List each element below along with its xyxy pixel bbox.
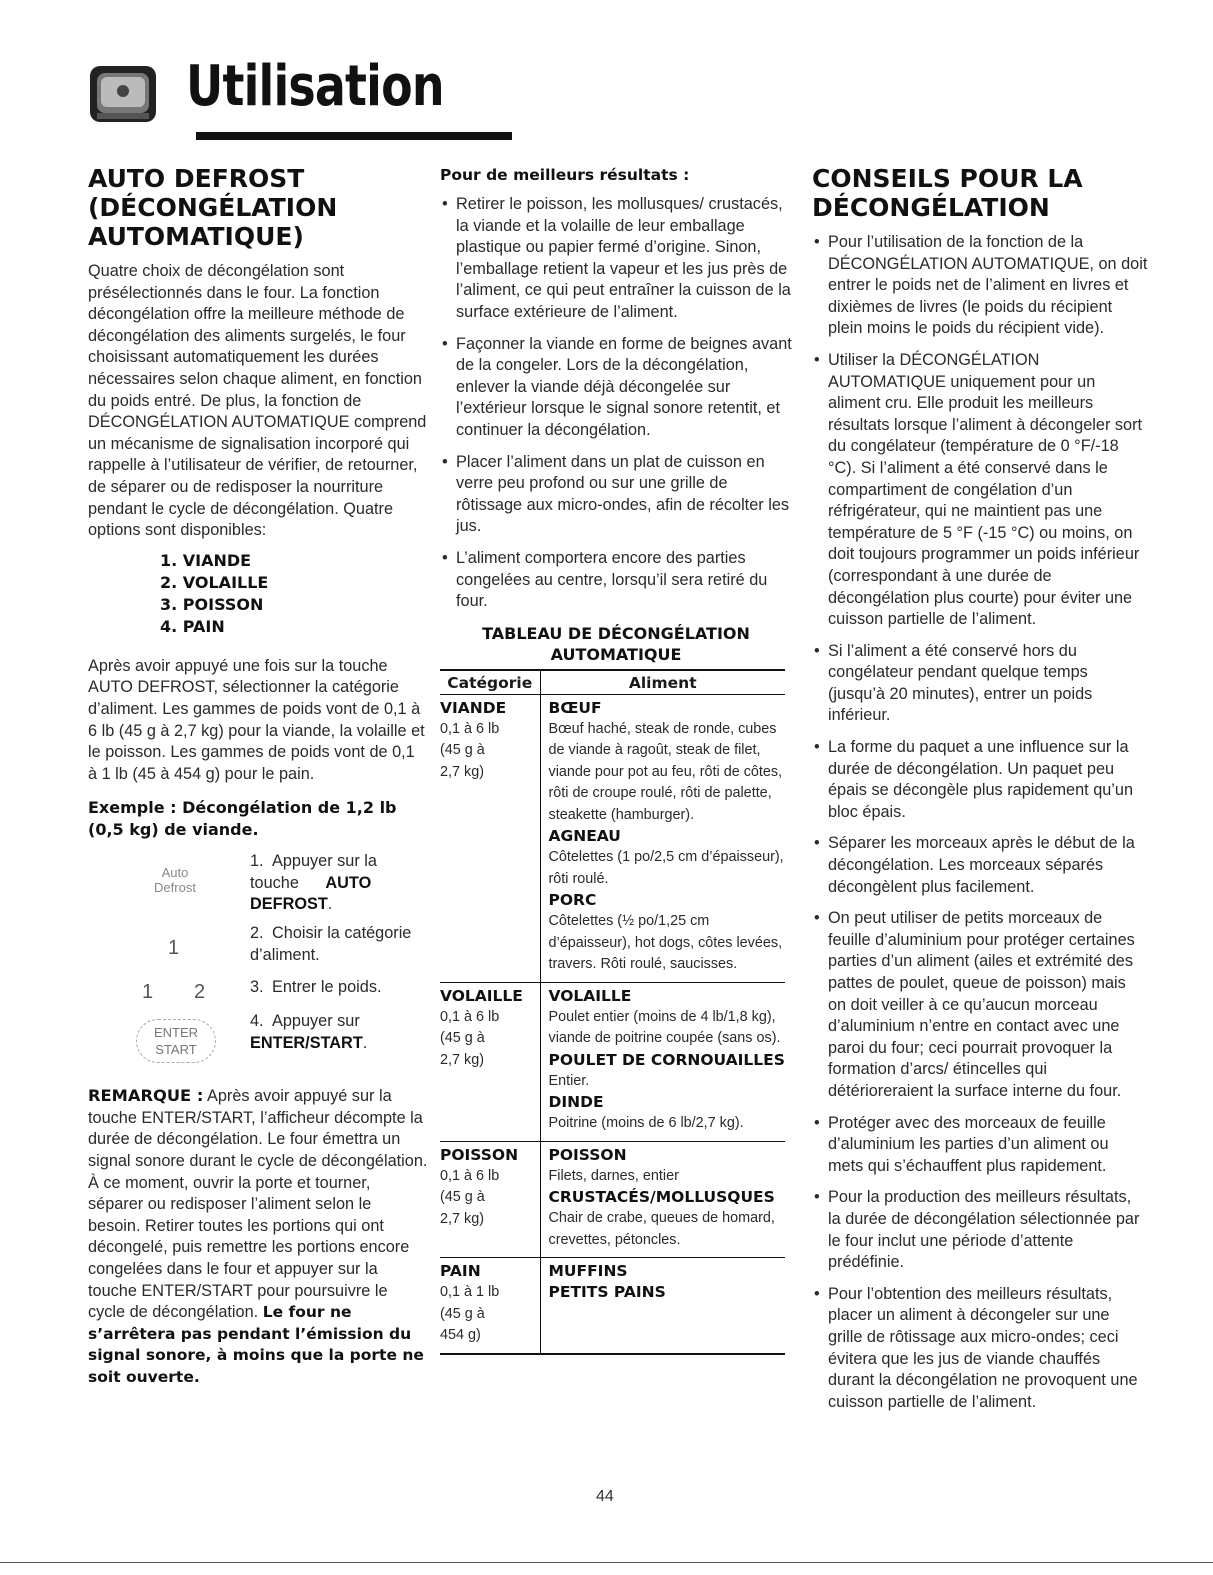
food-cell	[540, 694, 785, 982]
food-group-heading: MUFFINS	[548, 1262, 628, 1281]
weight-range: 0,1 à 6 lb	[440, 1008, 500, 1025]
example-title: Exemple : Décongélation de 1,2 lb (0,5 kg) de viande.	[88, 798, 397, 840]
section-heading-tips: CONSEILS POUR LA DÉCONGÉLATION	[812, 164, 1083, 222]
weight-range: (45 g à	[440, 1305, 485, 1322]
digit-key-1b: 1	[142, 981, 154, 1004]
step-4: 4. Appuyer sur ENTER/START.	[250, 1012, 368, 1052]
best-results-heading: Pour de meilleurs résultats :	[440, 166, 690, 184]
list-item: • Retirer le poisson, les mollusques/ crustacés, la viande et la volaille de leur emballage plastique ou papier fermé d’origine. Sinon, l’emballage retient la vapeur et les jus près de l’aliment, ce qui peut entraîner la cuisson de la surface extérieure de l’aliment.	[440, 194, 792, 324]
table-row	[440, 982, 785, 1141]
weight-range: (45 g à	[440, 742, 485, 759]
category-cell	[440, 982, 540, 1141]
category-cell	[440, 1141, 540, 1258]
weight-range: 0,1 à 6 lb	[440, 720, 500, 737]
category-name: VOLAILLE	[440, 986, 523, 1005]
column-best-results	[440, 164, 792, 1355]
food-group-items: Entier.	[548, 1072, 590, 1089]
food-cell	[540, 1141, 785, 1258]
list-item: • Pour la production des meilleurs résultats, la durée de décongélation sélectionnée par le four inclut une période d’attente prédéfinie.	[812, 1187, 1148, 1273]
defrost-table	[440, 669, 785, 1355]
intro-paragraph: Quatre choix de décongélation sont présélectionnés dans le four. La fonction décongélation offre la meilleure méthode de décongélation des aliments surgelés, le four choisissant automatiquement les durées nécessaires selon chaque aliment, en fonction du poids entré. De plus, la fonction de DÉCONGÉLATION AUTOMATIQUE comprend un mécanisme de signalisation incorporé qui rappelle à l’utilisateur de vérifier, de retourner, de séparer ou de redisposer la nourriture pendant le cycle de décongélation. Quatre options sont disponibles:	[88, 262, 427, 540]
list-item: • Placer l’aliment dans un plat de cuisson en verre peu profond ou sur une grille de rôtissage aux micro-ondes, afin de récolter les jus.	[440, 452, 792, 538]
category-cell	[440, 694, 540, 982]
step-3: 3. Entrer le poids.	[250, 978, 382, 997]
food-group-items: Poitrine (moins de 6 lb/2,7 kg).	[548, 1115, 744, 1132]
step-1: 1. Appuyer sur la touche AUTO DEFROST.	[250, 852, 377, 914]
category-name: POISSON	[440, 1145, 519, 1164]
weight-range: 2,7 kg)	[440, 1210, 484, 1227]
food-group-items: Bœuf haché, steak de ronde, cubes de viande à ragoût, steak de filet, viande pour pot au feu, rôti de côtes, rôti de croupe roulé, rôti de palette, steakette (hamburger).	[548, 720, 783, 823]
weight-range: 454 g)	[440, 1327, 481, 1344]
option-item: 2. VOLAILLE	[160, 572, 269, 592]
column-defrost-tips	[812, 164, 1148, 1423]
category-name: VIANDE	[440, 698, 507, 717]
enter-start-key: ENTER START	[136, 1019, 216, 1063]
options-list	[160, 550, 428, 638]
list-item: • On peut utiliser de petits morceaux de feuille d’aluminium pour protéger certaines parties d’un aliment (ailes et extrémité des pattes de poulet, queue de poisson) mais on doit veiller à ce qu’aucun morceau d’aluminium n’entre en contact avec une paroi du four; ceci pourrait provoquer la formation d’arcs/ étincelles qui détérioreraient la surface interne du four.	[812, 908, 1148, 1102]
food-group-heading: POISSON	[548, 1145, 627, 1164]
weight-range: (45 g à	[440, 1189, 485, 1206]
food-group-heading: VOLAILLE	[548, 986, 632, 1005]
category-name: PAIN	[440, 1262, 481, 1281]
list-item: • Protéger avec des morceaux de feuille d’aluminium les parties d’un aliment ou mets qui s’échauffent plus rapidement.	[812, 1113, 1148, 1178]
option-item: 3. POISSON	[160, 594, 264, 614]
food-group-items: Filets, darnes, entier	[548, 1167, 679, 1184]
remark-warning: Le four ne s’arrêtera pas pendant l’émission du signal sonore, à moins que la porte ne soit ouverte.	[88, 1303, 424, 1386]
best-results-list	[440, 194, 792, 613]
section-heading-auto-defrost: AUTO DEFROST (DÉCONGÉLATION AUTOMATIQUE)	[88, 164, 338, 251]
category-cell	[440, 1258, 540, 1354]
list-item: • La forme du paquet a une influence sur la durée de décongélation. Un paquet peu épais se décongèle plus rapidement qu’un bloc épais.	[812, 737, 1148, 823]
digit-key-2: 2	[194, 981, 206, 1004]
page-header	[88, 52, 444, 142]
table-row	[440, 694, 785, 982]
digit-key-1: 1	[168, 937, 180, 960]
food-group-items: Chair de crabe, queues de homard, crevettes, pétoncles.	[548, 1210, 775, 1248]
tips-list	[812, 232, 1148, 1413]
microwave-icon	[88, 60, 158, 126]
step-2: 2. Choisir la catégorie d’aliment.	[250, 924, 412, 964]
weight-range-paragraph: Après avoir appuyé une fois sur la touche AUTO DEFROST, sélectionner la catégorie d’aliment. Les gammes de poids vont de 0,1 à 6 lb (45 g à 2,7 kg) pour la viande, la volaille et le poisson. Les gammes de poids vont de 0,1 à 1 lb (45 à 454 g) pour le pain.	[88, 656, 425, 783]
food-group-heading: POULET DE CORNOUAILLES	[548, 1050, 785, 1069]
option-item: 1. VIANDE	[160, 550, 252, 570]
remark-paragraph: REMARQUE : Après avoir appuyé sur la touche ENTER/START, l’afficheur décompte la durée de décongélation. Le four émettra un signal sonore durant le cycle de décongélation. À ce moment, ouvrir la porte et tourner, séparer ou redisposer l’aliment selon le besoin. Retirer toutes les portions qui ont décongelé, puis remettre les portions encore congelées dans le four et appuyer sur la touche ENTER/START pour poursuivre le cycle de décongélation. Le four ne s’arrêtera pas pendant l’émission du signal sonore, à moins que la porte ne soit ouverte.	[88, 1086, 428, 1386]
food-group-heading: BŒUF	[548, 698, 602, 717]
weight-range: 2,7 kg)	[440, 763, 484, 780]
food-group-heading: PORC	[548, 891, 597, 910]
page-number: 44	[596, 1488, 614, 1505]
option-item: 4. PAIN	[160, 616, 225, 636]
table-title: TABLEAU DE DÉCONGÉLATION AUTOMATIQUE	[482, 623, 750, 664]
table-header-category: Catégorie	[440, 670, 540, 695]
remark-label: REMARQUE :	[88, 1086, 204, 1106]
food-cell	[540, 1258, 785, 1354]
example-steps	[88, 851, 428, 1073]
list-item: • Séparer les morceaux après le début de la décongélation. Les morceaux séparés décongèlent plus facilement.	[812, 833, 1148, 898]
bottom-divider	[0, 1562, 1213, 1563]
food-group-items: Côtelettes (1 po/2,5 cm d’épaisseur), rôti roulé.	[548, 849, 784, 887]
food-group-heading: AGNEAU	[548, 827, 621, 846]
list-item: • Si l’aliment a été conservé hors du congélateur pendant quelque temps (jusqu’à 20 minutes), entrer un poids inférieur.	[812, 641, 1148, 727]
food-group-heading: DINDE	[548, 1093, 604, 1112]
food-cell	[540, 982, 785, 1141]
weight-range: (45 g à	[440, 1030, 485, 1047]
food-group-items: Poulet entier (moins de 4 lb/1,8 kg), viande de poitrine coupée (sans os).	[548, 1008, 781, 1047]
list-item: • Façonner la viande en forme de beignes avant de la congeler. Lors de la décongélation, enlever la viande déjà décongelée sur l’extérieur lorsque le signal sonore retentit, et continuer la décongélation.	[440, 334, 792, 442]
list-item: • Utiliser la DÉCONGÉLATION AUTOMATIQUE uniquement pour un aliment cru. Elle produit les meilleurs résultats lorsque l’aliment à décongeler sort du congélateur (température de 0 °F/-18 °C). Si l’aliment a été conservé dans le compartiment de congélation d’un réfrigérateur, qui ne maintient pas une température de 5 °F (-15 °C) ou moins, on doit toujours programmer un poids inférieur (correspondant à une durée de décongélation plus courte) pour éviter une cuisson partielle de l’aliment.	[812, 350, 1148, 631]
table-row	[440, 1141, 785, 1258]
list-item: • L’aliment comportera encore des parties congelées au centre, lorsqu’il sera retiré du four.	[440, 548, 792, 613]
table-row	[440, 1258, 785, 1354]
weight-range: 0,1 à 6 lb	[440, 1167, 500, 1184]
auto-defrost-key: Auto Defrost	[154, 865, 196, 896]
food-group-items: Côtelettes (½ po/1,25 cm d’épaisseur), hot dogs, côtes levées, travers. Rôti roulé, saucisses.	[548, 913, 783, 973]
title-underline	[196, 132, 512, 140]
food-group-heading: CRUSTACÉS/MOLLUSQUES	[548, 1188, 775, 1207]
food-group-heading: PETITS PAINS	[548, 1283, 666, 1302]
weight-range: 0,1 à 1 lb	[440, 1284, 500, 1301]
table-header-food: Aliment	[540, 670, 785, 695]
page-title: Utilisation	[186, 54, 444, 119]
list-item: • Pour l’utilisation de la fonction de la DÉCONGÉLATION AUTOMATIQUE, on doit entrer le poids net de l’aliment en livres et dixièmes de livres (le poids du récipient plein moins le poids du récipient vide).	[812, 232, 1148, 340]
list-item: • Pour l’obtention des meilleurs résultats, placer un aliment à décongeler sur une grille de rôtissage aux micro-ondes; ceci évitera que les jus de viande chauffés durant la décongélation ne provoquent une cuisson partielle de l’aliment.	[812, 1284, 1148, 1414]
column-auto-defrost	[88, 164, 428, 1389]
weight-range: 2,7 kg)	[440, 1051, 484, 1068]
